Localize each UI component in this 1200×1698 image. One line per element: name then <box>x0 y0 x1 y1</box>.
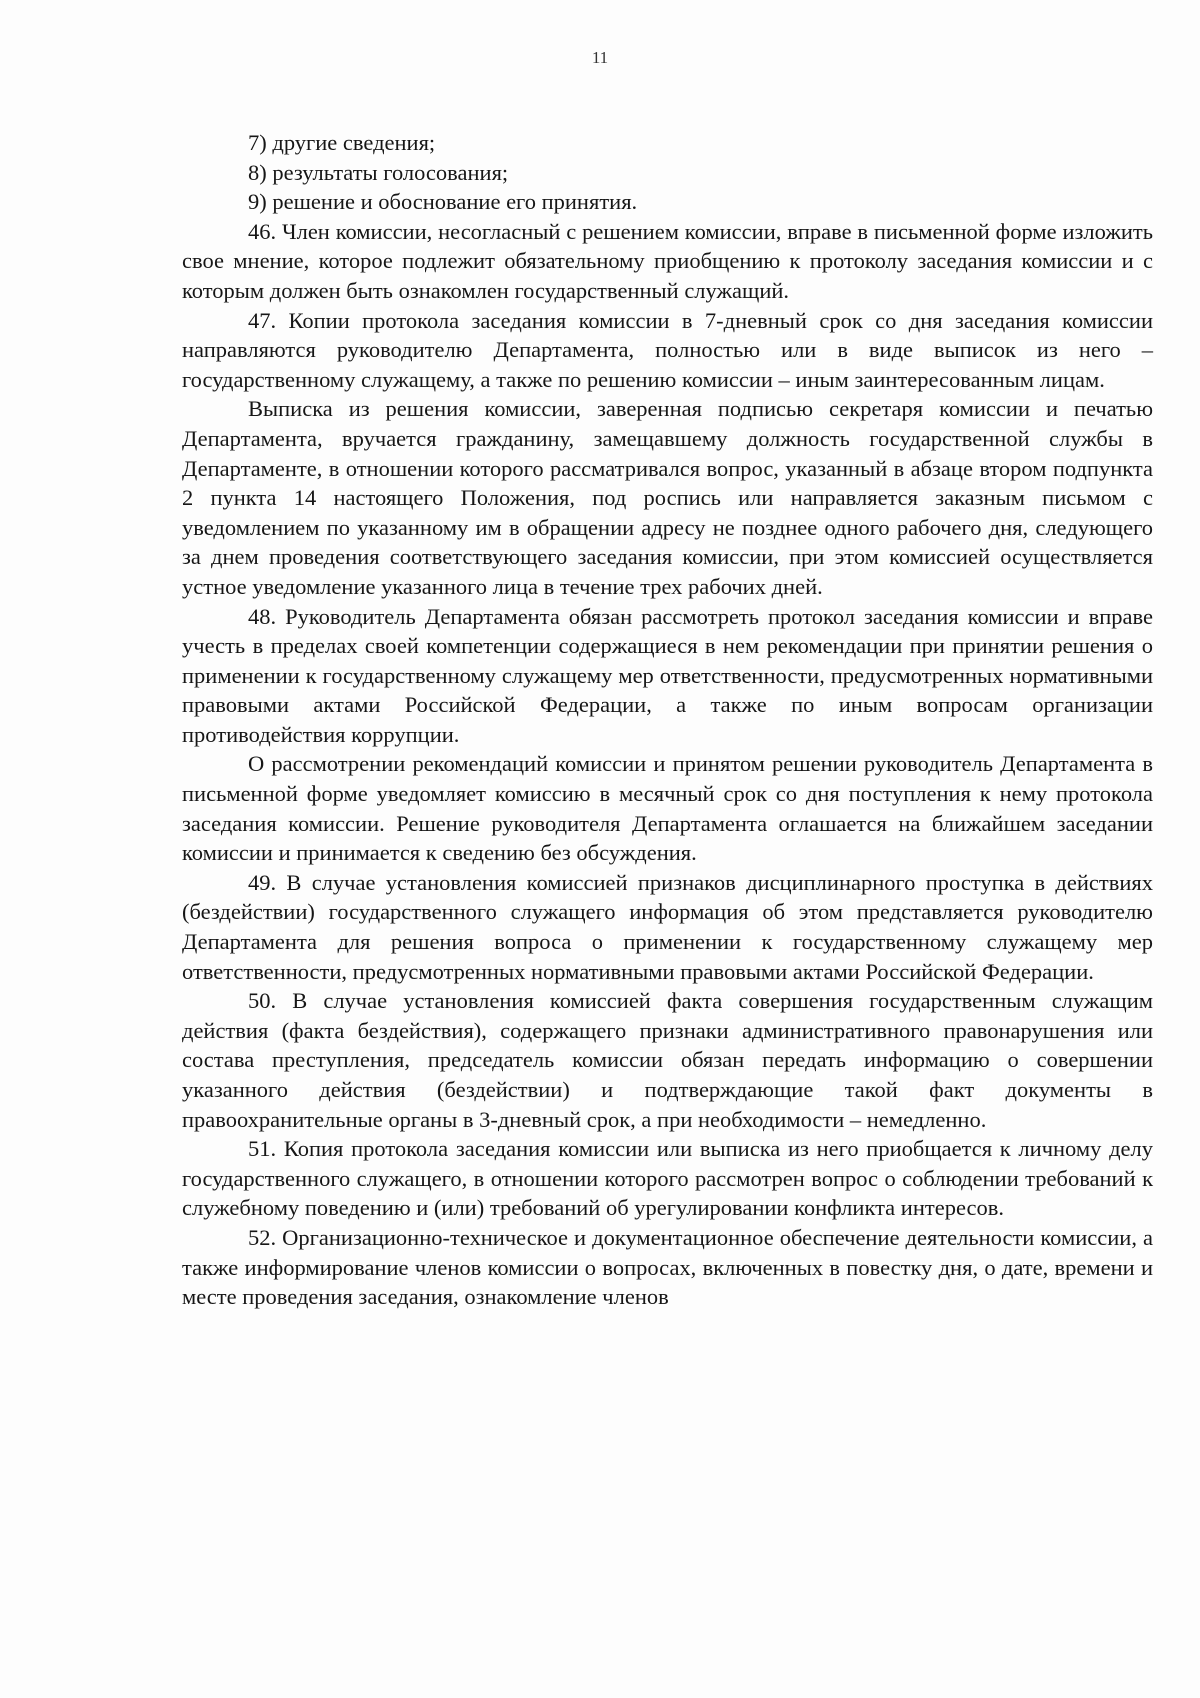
list-item-7: 7) другие сведения; <box>248 130 436 155</box>
clause-50: 50. В случае установления комиссией факта совершения государственным служащим действия (факта бездействия), содержащего признаки административного правонарушения или состава преступления, председатель комиссии обязан передать информацию о совершении указанного действия (бездействии) и подтверждающие такой факт документы в правоохранительные органы в 3-дневный срок, а при необходимости – немедленно. <box>182 988 1153 1132</box>
page-number: 11 <box>591 48 609 67</box>
clause-47: 47. Копии протокола заседания комиссии в 7-дневный срок со дня заседания комиссии направляются руководителю Департамента, полностью или в виде выписок из него – государственному служащему, а также по решению комиссии – иным заинтересованным лицам. <box>182 307 1153 392</box>
document-body <box>182 128 1153 1312</box>
clause-48-paragraph-2: О рассмотрении рекомендаций комиссии и принятом решении руководитель Департамента в письменной форме уведомляет комиссию в месячный срок со дня поступления к нему протокола заседания комиссии. Решение руководителя Департамента оглашается на ближайшем заседании комиссии и принимается к сведению без обсуждения. <box>182 751 1153 866</box>
clause-51: 51. Копия протокола заседания комиссии или выписка из него приобщается к личному делу государственного служащего, в отношении которого рассмотрен вопрос о соблюдении требований к служебному поведению и (или) требований об урегулировании конфликта интересов. <box>182 1136 1153 1221</box>
clause-46: 46. Член комиссии, несогласный с решением комиссии, вправе в письменной форме изложить свое мнение, которое подлежит обязательному приобщению к протоколу заседания комиссии и с которым должен быть ознакомлен государственный служащий. <box>182 218 1153 303</box>
list-item-8: 8) результаты голосования; <box>248 159 509 185</box>
clause-47-paragraph-2: Выписка из решения комиссии, заверенная подписью секретаря комиссии и печатью Департамента, вручается гражданину, замещавшему должность государственной службы в Департаменте, в отношении которого рассматривался вопрос, указанный в абзаце втором подпункта 2 пункта 14 настоящего Положения, под роспись или направляется заказным письмом с уведомлением по указанному им в обращении адресу не позднее одного рабочего дня, следующего за днем проведения соответствующего заседания комиссии, при этом комиссией осуществляется устное уведомление указанного лица в течение трех рабочих дней. <box>182 396 1153 599</box>
list-item-9: 9) решение и обоснование его принятия. <box>248 189 638 215</box>
clause-48: 48. Руководитель Департамента обязан рассмотреть протокол заседания комиссии и вправе учесть в пределах своей компетенции содержащиеся в нем рекомендации при принятии решения о применении к государственному служащему мер ответственности, предусмотренных нормативными правовыми актами Российской Федерации, а также по иным вопросам организации противодействия коррупции. <box>182 603 1153 747</box>
clause-52: 52. Организационно-техническое и документационное обеспечение деятельности комиссии, а также информирование членов комиссии о вопросах, включенных в повестку дня, о дате, времени и месте проведения заседания, ознакомление членов <box>182 1224 1153 1310</box>
clause-49: 49. В случае установления комиссией признаков дисциплинарного проступка в действиях (бездействии) государственного служащего информация об этом представляется руководителю Департамента для решения вопроса о применении к государственному служащему мер ответственности, предусмотренных нормативными правовыми актами Российской Федерации. <box>182 869 1153 984</box>
